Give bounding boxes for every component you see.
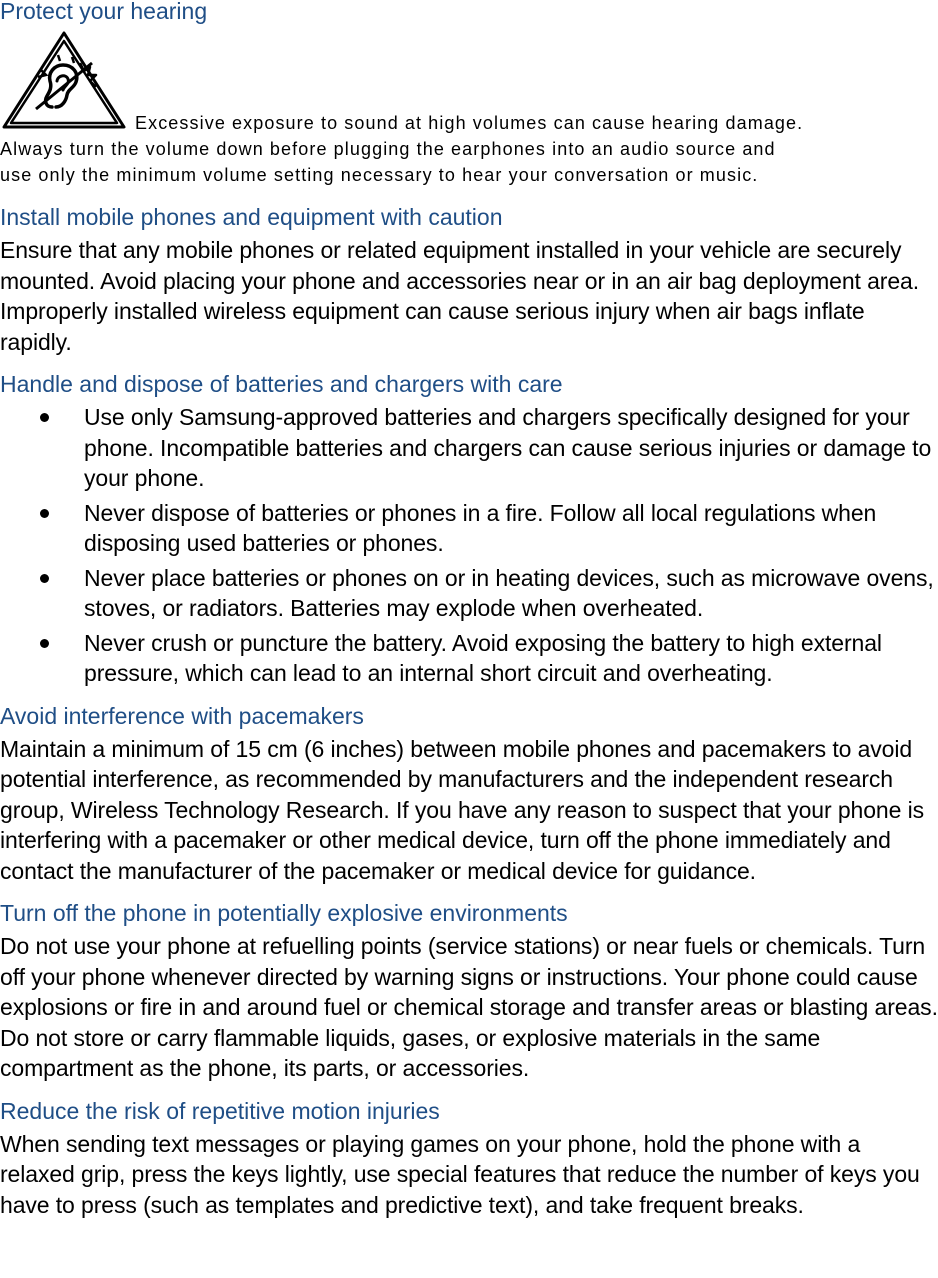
explosive-section [0,898,938,1084]
repetitive-heading: Reduce the risk of repetitive motion injuries [0,1097,440,1124]
list-item [0,563,938,624]
install-section [0,202,938,357]
repetitive-body: When sending text messages or playing games on your phone, hold the phone with a relaxed grip, press the keys lightly, use special features that reduce the number of keys you have to press (such as templates and predictive text), and take frequent breaks. [0,1130,920,1218]
batteries-heading: Handle and dispose of batteries and chargers with care [0,371,563,397]
bullet-icon [40,509,49,518]
install-body: Ensure that any mobile phones or related equipment installed in your vehicle are securely mounted. Avoid placing your phone and accessories near or in an air bag deployment area. Improperly installed wireless equipment can cause serious injury when air bags inflate rapidly. [0,237,920,355]
batteries-list [0,402,938,689]
pacemakers-section [0,701,938,887]
list-item-text: Use only Samsung-approved batteries and chargers specifically designed for your phone. Incompatible batteries and chargers can cause serious injuries or damage to your phone. [84,404,932,491]
list-item-text: Never crush or puncture the battery. Avoid exposing the battery to high external pressure, which can lead to an internal short circuit and overheating. [84,629,882,686]
list-item [0,628,938,689]
repetitive-section [0,1096,938,1221]
pacemakers-heading: Avoid interference with pacemakers [0,702,364,729]
install-heading: Install mobile phones and equipment with caution [0,204,503,230]
hearing-text-line-1: Excessive exposure to sound at high volumes can cause hearing damage. [135,113,804,133]
bullet-icon [40,639,49,648]
explosive-heading: Turn off the phone in potentially explosive environments [0,900,568,926]
pacemakers-body: Maintain a minimum of 15 cm (6 inches) between mobile phones and pacemakers to avoid potential interference, as recommended by manufacturers and the independent research group, Wireless Technology Research. If you have any reason to suspect that your phone is interfering with a pacemaker or other medical device, turn off the phone immediately and contact the manufacturer of the pacemaker or medical device for guidance. [0,735,924,884]
explosive-body: Do not use your phone at refuelling points (service stations) or near fuels or chemicals. Turn off your phone whenever directed by warning signs or instructions. Your phone could cause explosions or fire in and around fuel or chemical storage and transfer areas or blasting areas. Do not store or carry flammable liquids, gases, or explosive materials in the same compartment as the phone, its parts, or accessories. [0,933,938,1081]
bullet-icon [40,413,49,422]
bullet-icon [40,574,49,583]
hearing-warning-icon [0,29,128,131]
batteries-section [0,369,938,689]
hearing-section [0,0,938,185]
hearing-heading: Protect your hearing [0,0,208,24]
hearing-text-line-3: use only the minimum volume setting necessary to hear your conversation or music. [0,165,759,185]
list-item [0,498,938,559]
list-item-text: Never place batteries or phones on or in heating devices, such as microwave ovens, stoves, or radiators. Batteries may explode when overheated. [84,564,934,621]
list-item [0,402,938,494]
list-item-text: Never dispose of batteries or phones in a fire. Follow all local regulations when disposing used batteries or phones. [84,499,877,556]
hearing-text-line-2: Always turn the volume down before plugging the earphones into an audio source and [0,139,776,159]
